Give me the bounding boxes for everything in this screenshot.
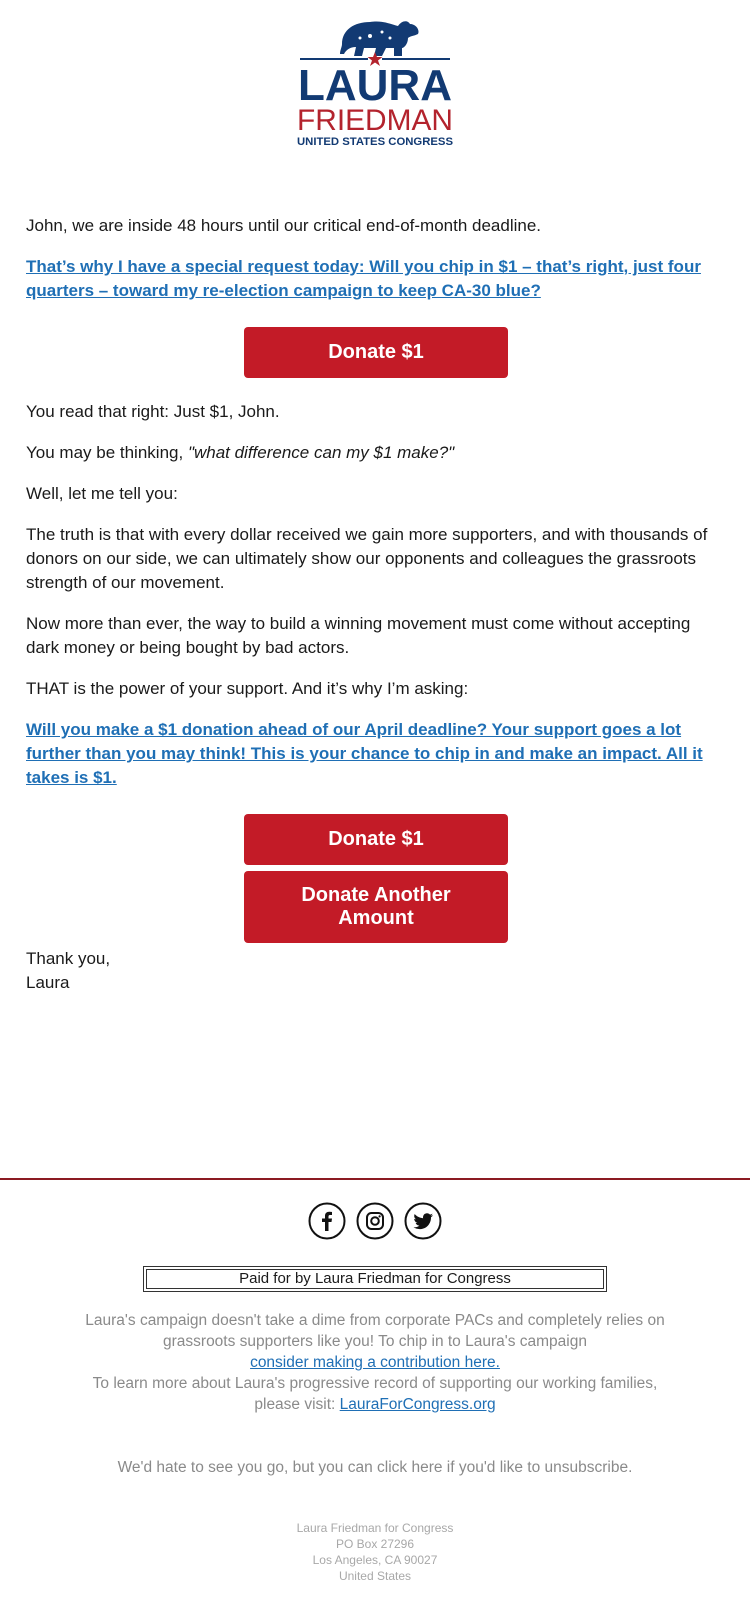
email-body (26, 214, 726, 995)
social-links (0, 1202, 750, 1240)
twitter-icon[interactable] (404, 1202, 442, 1240)
ask-link[interactable]: Will you make a $1 donation ahead of our April deadline? Your support goes a lot further than you may think! This is your chance to chip in and make an impact. All it takes is $1. (26, 720, 703, 787)
donate-another-line1: Donate Another (301, 884, 451, 906)
request-link[interactable]: That’s why I have a special request today: Will you chip in $1 – that’s right, just four quarters – toward my re-election campaign to keep CA-30 blue? (26, 257, 701, 300)
address-line-4: United States (338, 1569, 412, 1583)
paragraph-read-right: You read that right: Just $1, John. (26, 402, 280, 421)
learn-more-text: To learn more about Laura's progressive record of supporting our working families, please visit: (92, 1375, 658, 1413)
thinking-quote: "what difference can my $1 make?" (187, 443, 455, 462)
logo-first-name: LAURA (298, 61, 452, 110)
address-line-2: PO Box 27296 (335, 1537, 415, 1551)
bear-icon (340, 21, 419, 56)
paid-for-box (143, 1266, 607, 1292)
paragraph-truth: The truth is that with every dollar received we gain more supporters, and with thousands of donors on our side, we can ultimately show our opponents and colleagues the grassroots strength of our movement. (26, 525, 708, 592)
logo-last-name: FRIEDMAN (297, 104, 453, 137)
logo-graphic (290, 14, 460, 154)
paragraph-thinking (26, 441, 726, 465)
donate-another-line2: Amount (338, 907, 414, 929)
signature: Laura (26, 973, 70, 992)
instagram-icon[interactable] (356, 1202, 394, 1240)
facebook-icon[interactable] (308, 1202, 346, 1240)
address-line-1: Laura Friedman for Congress (296, 1521, 454, 1535)
donate-button-row-2 (26, 814, 726, 865)
footer-learn-more (80, 1373, 670, 1415)
paragraph-power: THAT is the power of your support. And it’s why I’m asking: (26, 679, 469, 698)
paragraph-tell-you: Well, let me tell you: (26, 484, 178, 503)
unsubscribe-text[interactable]: We'd hate to see you go, but you can click here if you'd like to unsubscribe. (117, 1459, 633, 1476)
footer-divider (0, 1178, 750, 1180)
thinking-prefix: You may be thinking, (26, 443, 188, 462)
footer-contribution-note (80, 1310, 670, 1373)
mailing-address (0, 1520, 750, 1584)
donate-button-row-1 (26, 327, 726, 378)
intro-paragraph: John, we are inside 48 hours until our critical end-of-month deadline. (26, 216, 542, 235)
campaign-logo (0, 14, 750, 154)
contribution-note-text: Laura's campaign doesn't take a dime from corporate PACs and completely relies on grassroots supporters like you! To chip in to Laura's campaign (85, 1312, 665, 1350)
signoff: Thank you, (26, 949, 111, 968)
donate-1-button[interactable]: Donate $1 (244, 327, 508, 378)
contribution-link[interactable]: consider making a contribution here. (250, 1354, 500, 1371)
donate-another-amount-button[interactable] (244, 871, 508, 943)
donate-2-button[interactable]: Donate $1 (244, 814, 508, 865)
logo-tagline: UNITED STATES CONGRESS (297, 136, 453, 148)
paid-for-text: Paid for by Laura Friedman for Congress (146, 1269, 604, 1289)
donate-button-row-3 (26, 871, 726, 943)
paragraph-now-more: Now more than ever, the way to build a winning movement must come without accepting dark money or being bought by bad actors. (26, 614, 691, 657)
website-link[interactable]: LauraForCongress.org (339, 1396, 496, 1413)
address-line-3: Los Angeles, CA 90027 (312, 1553, 438, 1567)
